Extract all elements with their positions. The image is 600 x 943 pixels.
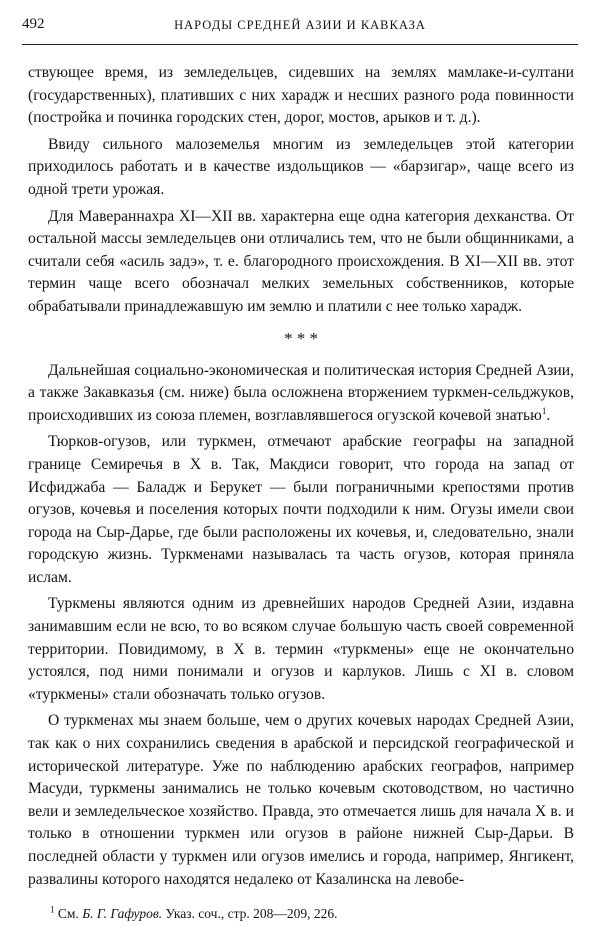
paragraph: Ввиду сильного малоземелья многим из земледельцев этой категории приходилось работать и в качестве издольщиков — «барзигар», чаще всего из одной трети урожая.: [28, 135, 574, 198]
footnote: [50, 906, 574, 922]
paragraph: О туркменах мы знаем больше, чем о других кочевых народах Средней Азии, так как о них сохранились сведения в арабской и персидской географической и исторической литературе. Уже по наблюдению арабских географов, например Масуди, туркмены занимались не только кочевым скотоводством, но частично вели и земледельческое хозяйство. Правда, это отмечается лишь для начала X в. и только в отношении туркмен или огузов в районе нижней Сыр-Дарьи. В последней области у туркмен или огузов имелись и города, например, Янгикент, развалины которого находятся недалеко от Казалинска на левобе-: [28, 712, 574, 888]
paragraph: Для Мавераннахра XI—XII вв. характерна еще одна категория дехканства. От остальной массы земледельцев они отличались тем, что не были общинниками, а считали себя «асиль задэ», т. е. благородного происхождения. В XI—XII вв. этот термин чаще всего обозначал мелких земельных собственников, которые обрабатывали принадлежавшую им землю и платили с нее только харадж.: [28, 207, 574, 315]
paragraph: Туркмены являются одним из древнейших народов Средней Азии, издавна занимавшим если не всю, то во всяком случае большую часть своей современной территории. Повидимому, в X в. термин «туркмены» еще не окончательно устоялся, под ними понимали и огузов и карлуков. Лишь с XI в. словом «туркмены» стали обозначать только огузов.: [28, 595, 574, 703]
footnote-reference-text: Указ. соч., стр. 208—209, 226.: [165, 906, 338, 921]
footnote-marker: 1: [50, 904, 55, 915]
paragraph: Дальнейшая социально-экономическая и политическая история Средней Азии, а также Закавказья (см. ниже) была осложнена вторжением туркмен-сельджуков, происходивших из союза племен, возглавлявшегося огузской кочевой знатью$^1$.: [28, 361, 574, 424]
running-title: НАРОДЫ СРЕДНЕЙ АЗИИ И КАВКАЗА: [174, 18, 426, 32]
footnote-prefix: См.: [57, 906, 79, 921]
paragraph: ствующее время, из земледельцев, сидевших на землях мамлаке-и-султани (государственных), плативших с них харадж и несших разного рода повинности (постройка и починка городских стен, дорог, мостов, арыков и т. д.).: [28, 64, 574, 127]
page-header: [22, 14, 578, 45]
page-number: 492: [22, 16, 45, 32]
footnote-reference: 1: [541, 405, 547, 416]
body-text: [28, 62, 574, 895]
paragraph-text: Дальнейшая социально-экономическая и политическая история Средней Азии, а также Закавказья (см. ниже) была осложнена вторжением туркмен-сельджуков, происходивших из союза племен, возглавлявшегося огузской кочевой знатью: [28, 361, 574, 424]
section-separator: * * *: [284, 328, 318, 348]
footnote-author: Б. Г. Гафуров.: [82, 906, 163, 921]
paragraph: Тюрков-огузов, или туркмен, отмечают арабские географы на западной границе Семиречья в X в. Так, Макдиси говорит, что города на запад от Исфиджаба — Баладж и Берукет — были пограничными крепостями против огузов, кочевья и поселения которых почти подходили к ним. Огузы имели свои города на Сыр-Дарье, где были расположены их кочевья, и, следовательно, знали городскую жизнь. Туркменами называлась та часть огузов, которая приняла ислам.: [28, 433, 574, 586]
